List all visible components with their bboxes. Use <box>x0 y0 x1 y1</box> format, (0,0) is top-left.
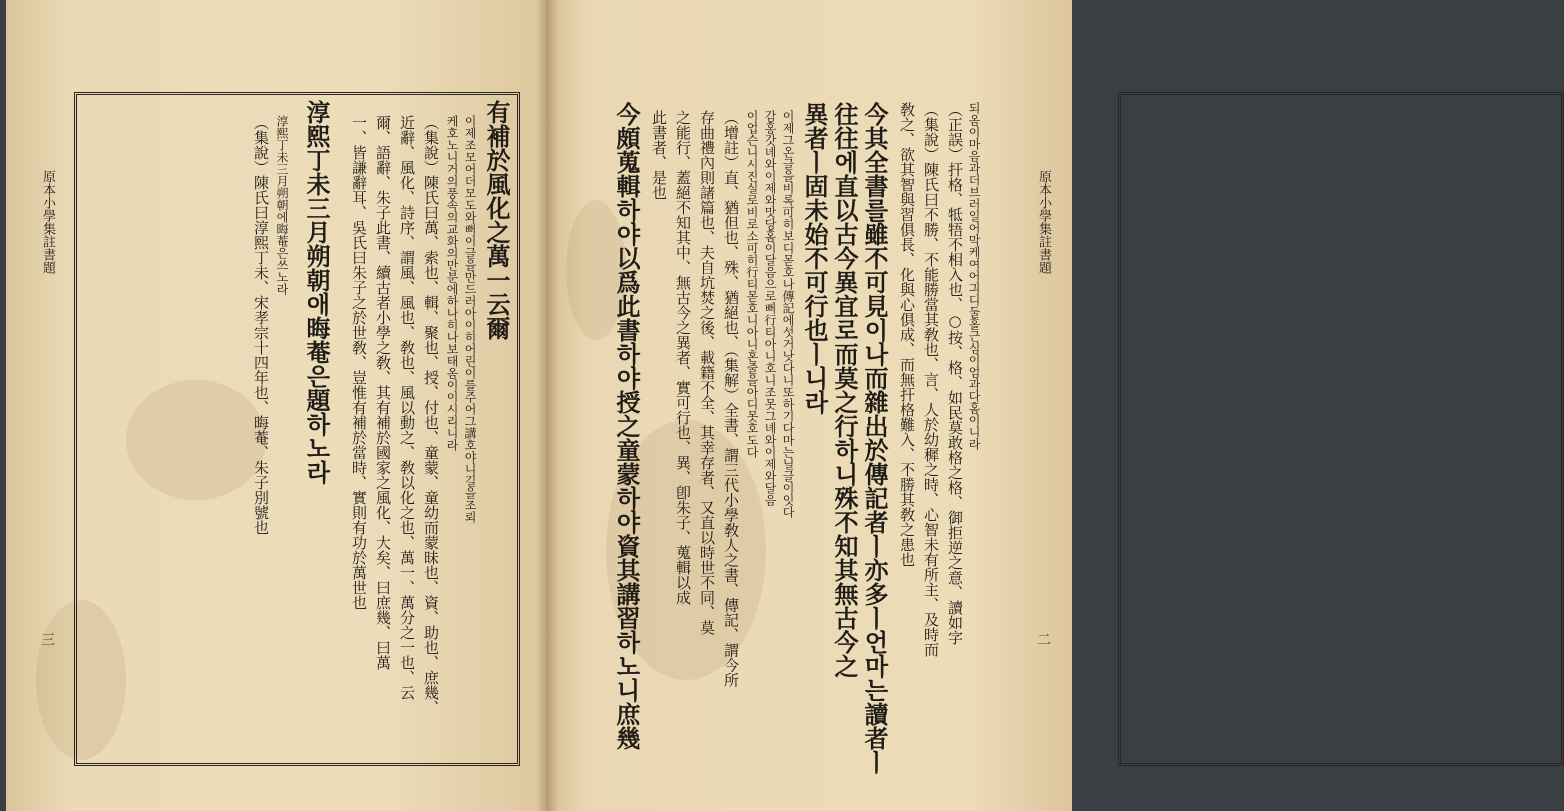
book-spread <box>6 0 1072 811</box>
right-header-title: 原本小學集註書題 <box>1036 170 1051 274</box>
text-column: 케호노니거의풍속의교화의만분에하나히나보태옴이이시리니라 <box>445 115 459 451</box>
text-column: （集說）陳氏曰淳熙丁未、宋孝宗十四年也、晦菴、朱子別號也 <box>252 115 270 535</box>
text-column: 之能行、蓋絕不知其中、無古今之異者、實可行也、異、卽朱子、蒐輯以成 <box>674 110 692 605</box>
text-column: 今其全書를雖不可見이나而雜出於傳記者ㅣ亦多ㅣ언마는讀者ㅣ <box>860 102 889 774</box>
text-column: 爾、語辭、朱子此書、續古者小學之敎、其有補於國家之風化、大矣、曰庶幾、曰萬 <box>374 115 392 670</box>
text-column: 淳熙丁未三月朔朝애晦菴은題하노라 <box>302 100 331 484</box>
text-column: （集說）陳氏曰萬、索也、輯、聚也、授、付也、童蒙、童幼而蒙昧也、資、助也、庶幾、 <box>422 115 440 715</box>
text-column: （增註）直、猶但也、殊、猶絕也、（集解）全書、謂三代小學敎人之書、傳記、謂今所 <box>722 110 740 688</box>
right-page-number: 二 <box>1035 632 1051 646</box>
text-column: 今頗蒐輯하야以爲此書하야授之童蒙하야資其講習하노니庶幾 <box>612 102 641 750</box>
left-header-title: 原本小學集註書題 <box>40 170 55 274</box>
text-column: 이제조모어더모도와뻐이글을만드러아이히어린이를주어그講호야니길을조뢰 <box>463 115 477 523</box>
text-column: 감홍갓녜와이제와맛당홈이달음으로뻐行티아니호니조못그녜와이제와달음 <box>763 110 777 506</box>
right-text-frame <box>1118 92 1564 766</box>
text-column: 이업슨니시진실로비로소可히行티몯호니아니혼줄을아디못호도다 <box>745 110 759 458</box>
text-column: 往往에直以古今異宜로而莫之行하니殊不知其無古今之 <box>830 102 859 678</box>
text-column: 存曲禮內則諸篇也、夫自坑焚之後、載籍不全、其幸存者、又直以時世不同、莫 <box>698 110 716 635</box>
text-column: 近辭、風化、詩序、謂風、風也、敎也、風以動之、敎以化之也、萬一、萬分之一也、云 <box>398 115 416 700</box>
text-column: （正誤）扞格、牴牾不相入也、○按、格、如民莫敢格之格、御拒逆之意、讀如字 <box>946 102 964 645</box>
text-column: 淳熙丁未三月朔朝에晦菴은쓰노라 <box>275 115 289 295</box>
right-page <box>546 0 1072 811</box>
text-column: 이제그온글을비록可히보디몯호나傳記에섯거낫다니또하기다마는닐글이잇다 <box>781 110 795 518</box>
text-column: 敎之、欲其智與習俱長、化與心俱成、而無扞格難入、不勝其敎之患也 <box>898 102 916 567</box>
text-column: 有補於風化之萬一云爾 <box>482 100 511 340</box>
text-column: 異者ㅣ固未始不可行也ㅣ니라 <box>800 102 829 414</box>
text-column: 一、皆謙辭耳、吳氏曰朱子之於世敎、豈惟有補於當時、實則有功於萬世也 <box>350 115 368 610</box>
text-column: 되옴이마음과더브러일어막케여어긔디둘홀근심이엄과다홈이니라 <box>967 102 981 450</box>
text-column: 此書者、是也 <box>650 110 668 200</box>
book-gutter <box>536 0 558 811</box>
left-page-number: 三 <box>39 632 55 646</box>
left-page <box>6 0 546 811</box>
text-column: （集說）陳氏曰不勝、不能勝當其敎也、言、人於幼穉之時、心智未有所主、及時而 <box>922 102 940 657</box>
